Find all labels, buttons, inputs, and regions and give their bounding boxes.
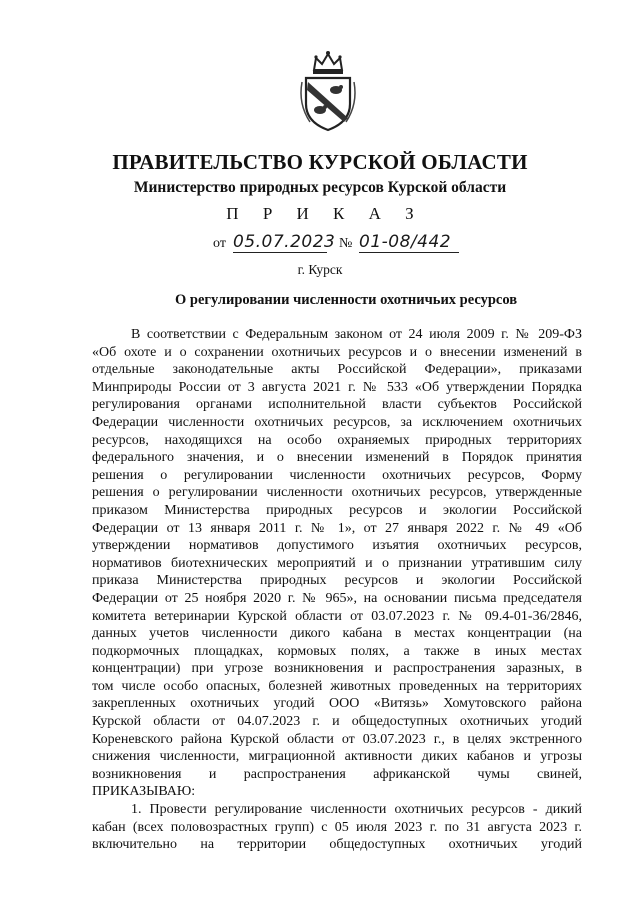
government-title: ПРАВИТЕЛЬСТВО КУРСКОЙ ОБЛАСТИ [112,150,528,174]
body-line: нормативов биотехнических мероприятий и о признании утратившим силу [92,555,582,571]
order-number: 01-08/442 [359,232,459,253]
body-line: ресурсов, находящихся на особо охраняемых природных территориях [92,432,582,448]
document-type: П Р И К А З [226,204,424,223]
body-line: закрепленных охотничьих угодий ООО «Витязь» Хомутовского района [92,696,582,712]
body-line: том числе особо опасных, болезней животных проведенных на территориях [92,678,582,694]
body-line: Федерации численности охотничьих ресурсов, за исключением охотничьих [92,414,582,430]
body-line: данных учетов численности дикого кабана в местах концентрации (на [92,626,582,642]
body-line: федерального значения, и о внесении изменений в Порядок принятия [92,450,582,466]
body-line: концентрации) при угрозе возникновения и распространения заразных, в [92,661,582,677]
body-line: Минприроды России от 3 августа 2021 г. № 533 «Об утверждении Порядка [92,379,582,395]
body-line: комитета ветеринарии Курской области от 03.07.2023 г. № 09.4-01-36/2846, [92,608,582,624]
body-line: утверждении нормативов допустимого изъятия охотничьих ресурсов, [92,538,582,554]
city: г. Курск [297,262,343,277]
body-line: приказа Министерства природных ресурсов и экологии Российской [92,573,582,589]
order-date-prefix: от [213,236,226,251]
ministry-name: Министерство природных ресурсов Курской области [133,179,507,196]
body-line: Кореневского района Курской области от 03.07.2023 г., в целях экстренного [92,731,582,747]
kursk-coat-of-arms-icon [296,48,360,132]
body-line: снижения численности, миграционной активности диких кабанов и угрозы [92,749,582,765]
body-line: приказом Министерства природных ресурсов и экологии Российской [92,502,582,518]
body-line: Курской области от 04.07.2023 г. и общедоступных охотничьих угодий [92,714,582,730]
order-number-prefix: № [339,236,353,251]
body-line: 1. Провести регулирование численности охотничьих ресурсов - дикий [131,802,582,818]
body-line: включительно на территории общедоступных охотничьих угодий [92,837,582,853]
body-line: Федерации от 25 ноября 2020 г. № 965», на основании письма председателя [92,590,582,606]
body-line: «Об охоте и о сохранении охотничьих ресурсов и о внесении изменений в [92,344,582,360]
body-line: решения о регулировании численности охотничьих ресурсов, Форму [92,467,582,483]
body-line: В соответствии с Федеральным законом от 24 июля 2009 г. № 209-ФЗ [131,327,582,342]
order-details [213,232,473,254]
body-line: решения о регулировании численности охотничьих ресурсов, утвержденные [92,485,582,501]
body-line: подкормочных площадках, кормовых полях, а также в иных местах [92,643,582,659]
body-line: возникновения и распространения африканской чумы свиней, [92,766,582,782]
body-line: кабан (всех половозрастных групп) с 05 июля 2023 г. по 31 августа 2023 г. [92,819,582,835]
body-line: регулирования органами исполнительной власти субъектов Российской [92,397,582,413]
order-subject: О регулировании численности охотничьих ресурсов [175,292,518,308]
order-body [92,326,582,854]
order-date: 05.07.2023 [233,232,336,252]
body-line-order-verb: ПРИКАЗЫВАЮ: [92,784,196,800]
body-line: Федерации от 13 января 2011 г. № 1», от 27 января 2022 г. № 49 «Об [92,520,582,536]
body-line: отдельные законодательные акты Российской Федерации», приказами [92,362,582,378]
